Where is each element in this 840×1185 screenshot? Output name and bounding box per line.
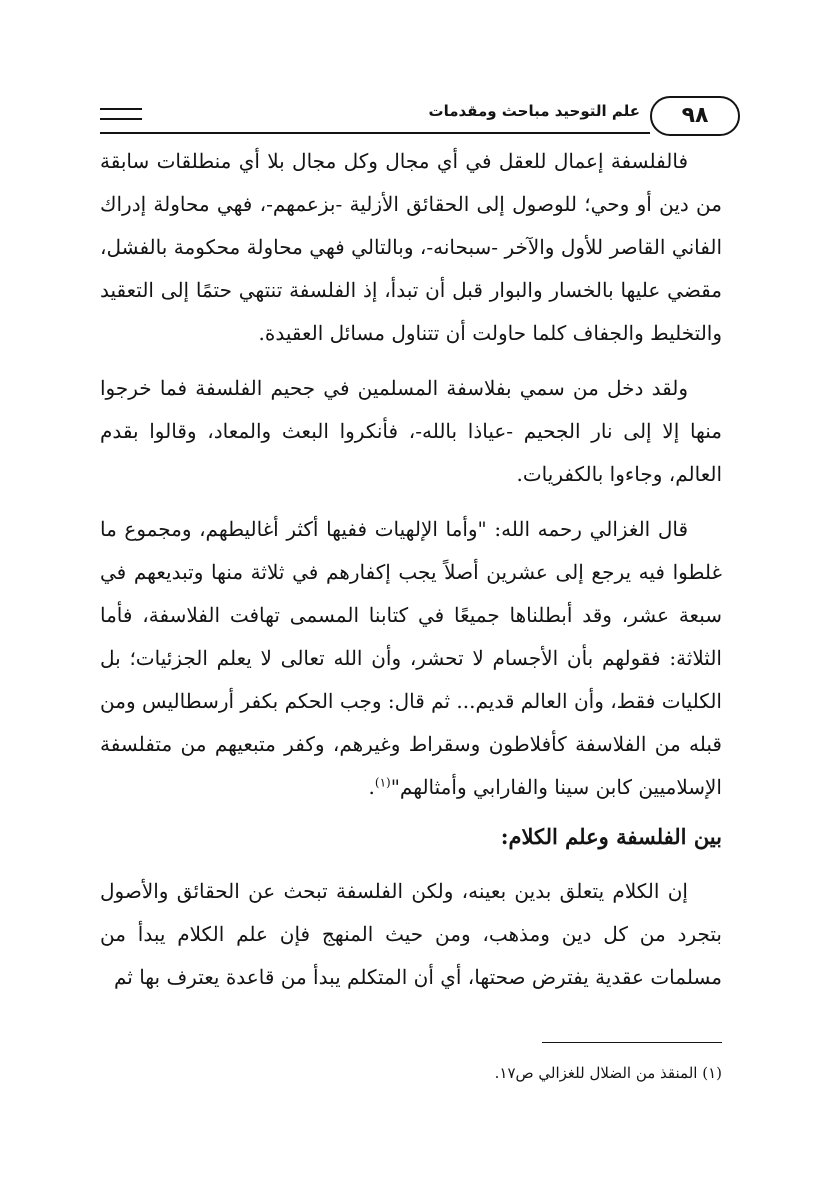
paragraph-1: فالفلسفة إعمال للعقل في أي مجال وكل مجال بلا أي منطلقات سابقة من دين أو وحي؛ للوصول إلى الحقائق الأزلية -بزعمهم-، فهي محاولة إدراك الفاني القاصر للأول والآخر -سبحانه-، وبالتالي فهي محاولة محكومة بالفشل، مقضي عليها بالخسار والبوار قبل أن تبدأ، إذ الفلسفة تنتهي حتمًا إلى التعقيد والتخليط والجفاف كلما حاولت أن تتناول مسائل العقيدة. bbox=[100, 149, 722, 345]
footnote-marker: (١) bbox=[374, 775, 391, 790]
header-ornament-icon bbox=[100, 108, 142, 120]
running-header bbox=[100, 96, 740, 144]
page-number: ٩٨ bbox=[681, 103, 709, 128]
footnote-separator bbox=[542, 1042, 722, 1043]
paragraph-3-quote bbox=[100, 508, 722, 809]
section-heading: بين الفلسفة وعلم الكلام: bbox=[500, 824, 722, 849]
running-title: علم التوحيد مباحث ومقدمات bbox=[428, 102, 640, 120]
paragraph-2: ولقد دخل من سمي بفلاسفة المسلمين في جحيم الفلسفة فما خرجوا منها إلا إلى نار الجحيم -عياذا بالله-، فأنكروا البعث والمعاد، وقالوا بقدم العالم، وجاءوا بالكفريات. bbox=[100, 376, 722, 486]
quote-closing: . bbox=[368, 775, 375, 799]
page-number-frame bbox=[650, 96, 740, 136]
header-rule bbox=[100, 132, 650, 134]
paragraph-4: إن الكلام يتعلق بدين بعينه، ولكن الفلسفة تبحث عن الحقائق والأصول بتجرد من كل دين ومذهب، ومن حيث المنهج فإن علم الكلام يبدأ من مسلمات عقدية يفترض صحتها، أي أن المتكلم يبدأ من قاعدة يعترف بها ثم bbox=[100, 879, 722, 989]
quote-text: قال الغزالي رحمه الله: "وأما الإلهيات ففيها أكثر أغاليطهم، ومجموع ما غلطوا فيه يرجع إلى عشرين أصلاً يجب إكفارهم في ثلاثة منها وتبديعهم في سبعة عشر، وقد أبطلناها جميعًا في كتابنا المسمى تهافت الفلاسفة، فأما الثلاثة: فقولهم بأن الأجسام لا تحشر، وأن الله تعالى لا يعلم الجزئيات؛ بل الكليات فقط، وأن العالم قديم... ثم قال: وجب الحكم بكفر أرسطاليس ومن قبله من الفلاسفة كأفلاطون وسقراط وغيرهم، وكفر متبعيهم من متفلسفة الإسلاميين كابن سينا والفارابي وأمثالهم" bbox=[100, 517, 723, 799]
footnote: (١) المنقذ من الضلال للغزالي ص١٧. bbox=[494, 1064, 722, 1082]
body-text bbox=[100, 140, 722, 999]
